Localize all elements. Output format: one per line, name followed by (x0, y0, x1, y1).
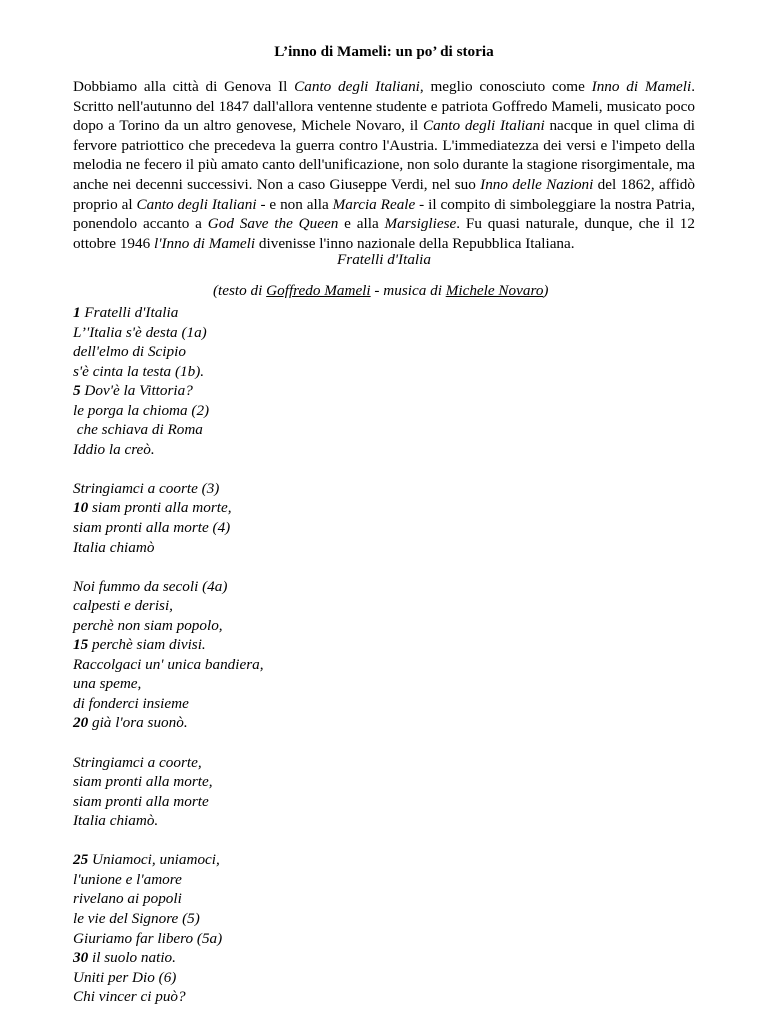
intro-text: , meglio conosciuto come (419, 78, 592, 95)
poem-line (73, 381, 473, 401)
poem-line-text: siam pronti alla morte (73, 792, 209, 810)
poem-line-text: le porga la chioma (2) (73, 401, 210, 419)
poem-line-text: s'è cinta la testa (1b). (73, 362, 205, 380)
poem-line (73, 674, 473, 694)
poem-line (73, 713, 473, 733)
poem-line (73, 303, 473, 323)
poem-title: Fratelli d'Italia (337, 251, 431, 268)
poem-line-text: una speme, (73, 675, 142, 693)
poem-line (73, 694, 473, 714)
intro-text: . Fu quasi naturale, dunque, che il 12 ottobre 1946 (73, 215, 695, 252)
intro-text: nacque in quel clima di fervore patriottico che precedeva la guerra contro l'Austria. L'immediatezza dei versi e l'impeto della melodia ne fecero il più amato canto dell'unificazione, non solo durante la stagione risorgimentale, ma anche nei decenni successivi. Non a caso Giuseppe Verdi, nel suo (73, 117, 696, 193)
poem-line (73, 323, 473, 343)
intro-italic-title: Marsigliese (384, 215, 457, 233)
intro-paragraph (73, 77, 695, 253)
intro-italic-title: God Save the Queen (207, 215, 339, 233)
credits-suffix: ) (543, 282, 549, 299)
intro-text: e alla (338, 215, 385, 233)
intro-text: - e non alla (256, 195, 333, 213)
poem-line (73, 596, 473, 616)
poem-line (73, 772, 473, 792)
poem-stanza (73, 753, 473, 831)
poem-line (73, 498, 473, 518)
poem-line (73, 792, 473, 812)
intro-text: . Scritto nell'autunno del 1847 dall'allora ventenne studente e patriota Goffredo Mameli, musicato poco dopo a Torino da un altro genovese, Michele Novaro, il (73, 78, 696, 135)
intro-italic-title: l'Inno di Mameli (154, 234, 256, 252)
poem-line-text: già l'ora suonò. (88, 714, 188, 732)
poem-line (73, 753, 473, 773)
intro-italic-title: Canto degli Italiani (422, 117, 545, 135)
credits-middle: - musica di (370, 282, 446, 299)
poem-line (73, 420, 473, 440)
poem-line (73, 929, 473, 949)
intro-italic-title: Canto degli Italiani (294, 78, 420, 95)
poem-line-text: siam pronti alla morte, (73, 773, 213, 791)
poem-line-text: siam pronti alla morte (4) (73, 519, 231, 537)
line-number: 1 (73, 304, 81, 321)
poem-line-text: Chi vincer ci può? (73, 988, 186, 1006)
intro-italic-title: Canto degli Italiani (136, 195, 257, 213)
poem-line (73, 479, 473, 499)
poem-line-text: di fonderci insieme (73, 694, 189, 712)
poem-line-text: Uniamoci, uniamoci, (88, 851, 220, 869)
poem-line (73, 909, 473, 929)
credits-prefix: (testo di (213, 282, 267, 299)
poem-credits (213, 281, 733, 301)
line-number: 10 (73, 499, 89, 517)
poem-line-text: rivelano ai popoli (73, 890, 182, 908)
intro-italic-title: Marcia Reale (332, 195, 416, 213)
line-number: 30 (73, 949, 89, 967)
poem-line-text: Noi fummo da secoli (4a) (73, 577, 228, 595)
poem-line-text: Stringiamci a coorte, (73, 753, 202, 771)
line-number: 15 (73, 636, 89, 654)
poem-line (73, 577, 473, 597)
intro-italic-title: Inno di Mameli (591, 78, 692, 95)
poem-line-text: Italia chiamò. (73, 812, 159, 830)
poem-line-text: Dov'è la Vittoria? (80, 382, 193, 400)
poem-line-text: L’'Italia s'è desta (1a) (73, 323, 207, 341)
intro-text: del 1862, affidò proprio al (73, 175, 695, 213)
poem-stanza (73, 479, 473, 557)
poem-line (73, 538, 473, 558)
poem-line-text: perchè non siam popolo, (73, 616, 223, 634)
poem-line (73, 440, 473, 460)
poem-line (73, 401, 473, 421)
poem-line-text: Giuriamo far libero (5a) (73, 929, 223, 947)
poem-line-text: il suolo natio. (88, 949, 176, 967)
author-link[interactable]: Goffredo Mameli (266, 282, 371, 299)
intro-text: - il compito di simboleggiare la nostra Patria, ponendolo accanto a (73, 195, 695, 233)
line-number: 25 (73, 851, 89, 869)
poem-line-text: Stringiamci a coorte (3) (73, 479, 220, 497)
poem-line-text: Fratelli d'Italia (80, 304, 179, 321)
poem-line (73, 342, 473, 362)
intro-text: Dobbiamo alla città di Genova Il (73, 78, 295, 95)
poem-line (73, 811, 473, 831)
poem-line (73, 850, 473, 870)
poem-line (73, 948, 473, 968)
poem-line-text: dell'elmo di Scipio (73, 343, 186, 361)
poem-line (73, 655, 473, 675)
poem-line (73, 362, 473, 382)
poem-line (73, 616, 473, 636)
poem-stanza (73, 303, 473, 459)
poem-line-text: siam pronti alla morte, (88, 499, 232, 517)
line-number: 20 (73, 714, 89, 732)
document-title: L’inno di Mameli: un po’ di storia (274, 43, 494, 60)
poem-line (73, 987, 473, 1007)
intro-italic-title: Inno delle Nazioni (480, 175, 594, 193)
poem-line (73, 635, 473, 655)
poem-line (73, 968, 473, 988)
poem-line-text: calpesti e derisi, (73, 597, 173, 615)
poem-line-text: Iddio la creò. (73, 440, 155, 458)
poem-line (73, 889, 473, 909)
intro-text: divenisse l'inno nazionale della Repubblica Italiana. (255, 234, 575, 252)
poem-line-text: l'unione e l'amore (73, 870, 182, 888)
poem-line-text: che schiava di Roma (73, 421, 203, 439)
poem-line-text: Raccolgaci un' unica bandiera, (73, 655, 264, 673)
poem-line (73, 870, 473, 890)
poem-stanza (73, 850, 473, 1006)
composer-link[interactable]: Michele Novaro (445, 282, 544, 299)
poem-line-text: Italia chiamò (73, 538, 155, 556)
poem-line-text: le vie del Signore (5) (73, 909, 200, 927)
poem-line-text: perchè siam divisi. (88, 636, 206, 654)
poem-text (73, 303, 473, 1026)
poem-line (73, 518, 473, 538)
line-number: 5 (73, 382, 81, 400)
poem-stanza (73, 577, 473, 733)
poem-line-text: Uniti per Dio (6) (73, 968, 177, 986)
